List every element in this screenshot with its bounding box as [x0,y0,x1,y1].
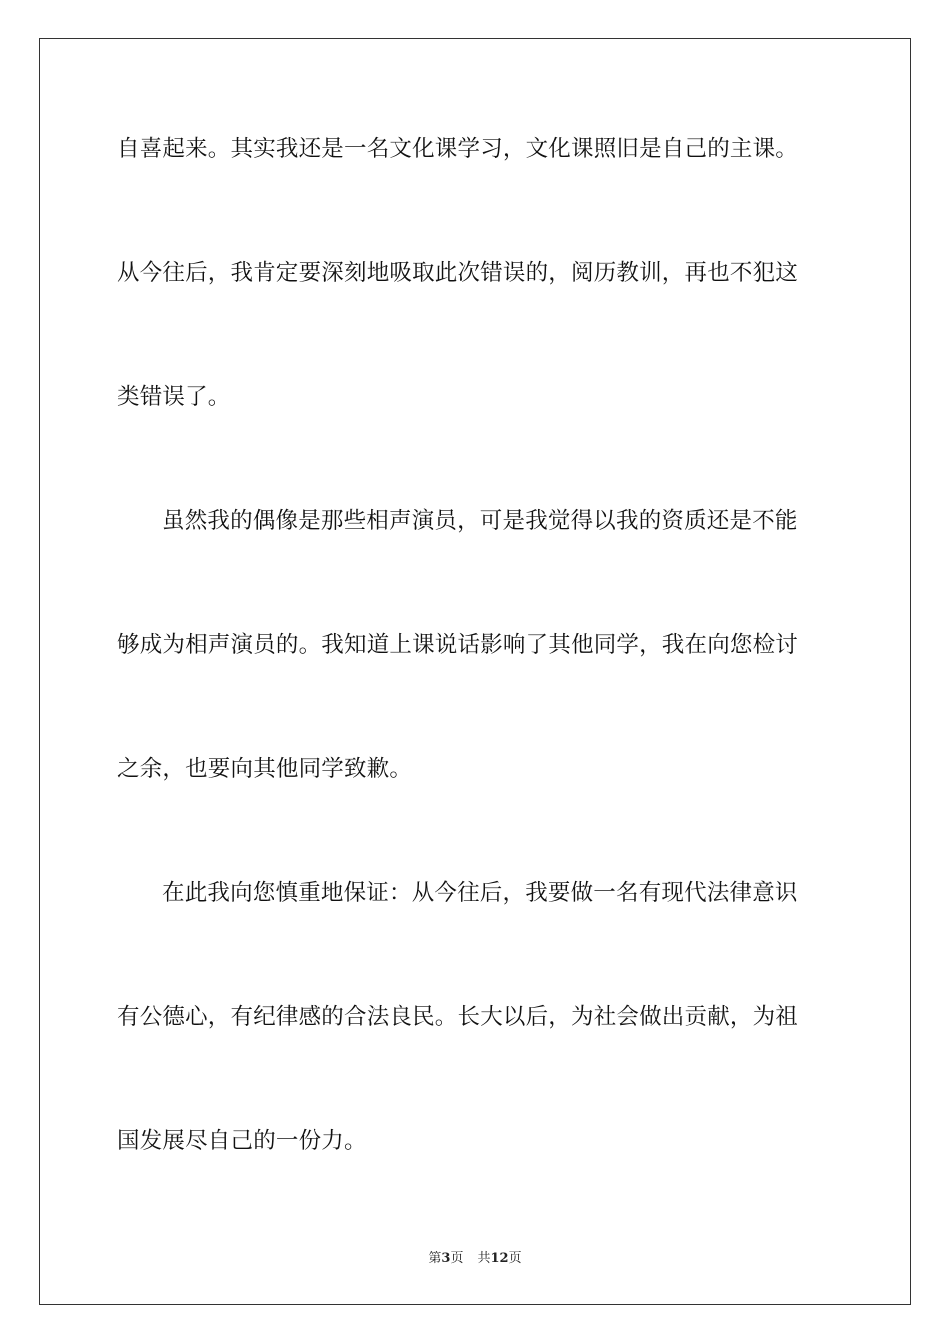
page-suffix: 页 [450,1251,464,1266]
page-footer [0,1247,950,1266]
total-prefix: 共 [477,1251,491,1266]
page-prefix: 第 [428,1251,442,1266]
total-pages: 12 [490,1251,509,1266]
body-line-5: 够成为相声演员的。我知道上课说话影响了其他同学，我在向您检讨 [117,632,799,658]
total-suffix: 页 [508,1251,522,1266]
page-frame [39,38,911,1305]
body-line-2: 从今往后，我肯定要深刻地吸取此次错误的，阅历教训，再也不犯这 [117,260,799,286]
body-line-7: 在此我向您慎重地保证：从今往后，我要做一名有现代法律意识 [162,880,798,906]
body-line-4: 虽然我的偶像是那些相声演员，可是我觉得以我的资质还是不能 [162,508,798,534]
body-line-3: 类错误了。 [117,384,231,410]
body-line-8: 有公德心，有纪律感的合法良民。长大以后，为社会做出贡献，为祖 [117,1004,799,1030]
body-line-1: 自喜起来。其实我还是一名文化课学习，文化课照旧是自己的主课。 [117,136,799,162]
body-line-9: 国发展尽自己的一份力。 [117,1128,367,1154]
body-line-6: 之余，也要向其他同学致歉。 [117,756,413,782]
page-number: 3 [441,1251,451,1266]
